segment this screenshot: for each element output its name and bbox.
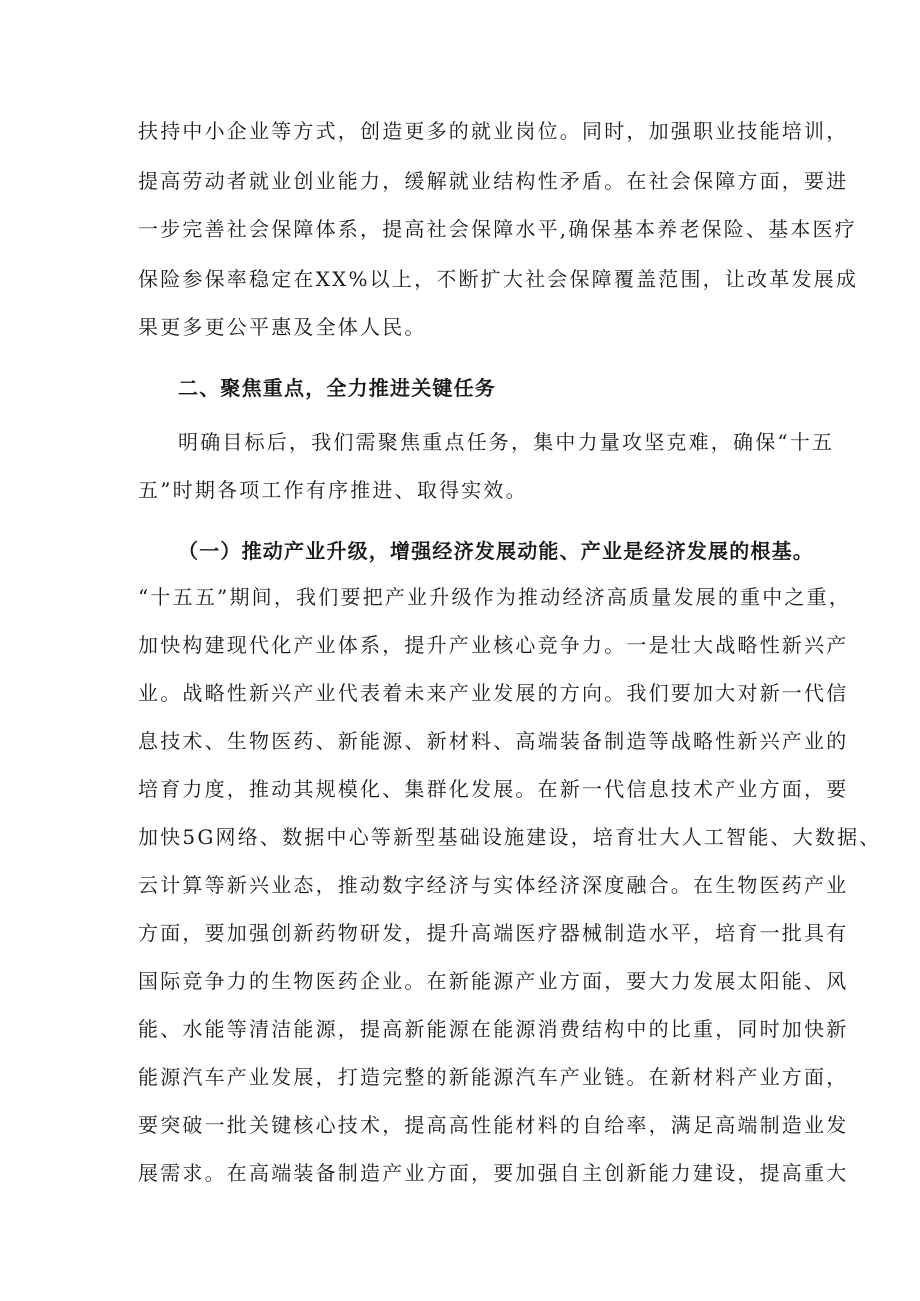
body-text-line: 业。战略性新兴产业代表着未来产业发展的方向。我们要加大对新一代信	[138, 681, 849, 705]
body-text-line: 果更多更公平惠及全体人民。	[138, 315, 427, 339]
subsection-heading: （一）推动产业升级，增强经济发展动能、产业是经济发展的根基。	[178, 539, 814, 563]
body-text-line: “十五五”期间，我们要把产业升级作为推动经济高质量发展的重中之重，	[138, 585, 852, 609]
paragraph-first-line: 明确目标后，我们需聚焦重点任务，集中力量攻坚克难，确保“十五	[178, 430, 835, 454]
body-text-line: 展需求。在高端装备制造产业方面，要加强自主创新能力建设，提高重大	[138, 1161, 849, 1185]
body-text-line: 提高劳动者就业创业能力，缓解就业结构性矛盾。在社会保障方面，要进	[138, 169, 849, 193]
section-heading: 二、聚焦重点，全力推进关键任务	[178, 376, 496, 400]
body-text-line: 培育力度，推动其规模化、集群化发展。在新一代信息技术产业方面，要	[138, 777, 849, 801]
body-text-line: 云计算等新兴业态，推动数字经济与实体经济深度融合。在生物医药产业	[138, 873, 849, 897]
body-text-line: 加快5G网络、数据中心等新型基础设施建设，培育壮大人工智能、大数据、	[138, 825, 882, 849]
body-text-line: 要突破一批关键核心技术，提高高性能材料的自给率，满足高端制造业发	[138, 1113, 849, 1137]
body-text-line: 能、水能等清洁能源，提高新能源在能源消费结构中的比重，同时加快新	[138, 1017, 849, 1041]
body-text-line: 保险参保率稳定在XX%以上，不断扩大社会保障覆盖范围，让改革发展成	[138, 267, 859, 291]
body-text-line: 息技术、生物医药、新能源、新材料、高端装备制造等战略性新兴产业的	[138, 729, 849, 753]
body-text-line: 国际竞争力的生物医药企业。在新能源产业方面，要大力发展太阳能、风	[138, 969, 849, 993]
body-text-line: 方面，要加强创新药物研发，提升高端医疗器械制造水平，培育一批具有	[138, 921, 849, 945]
body-text-line: 能源汽车产业发展，打造完整的新能源汽车产业链。在新材料产业方面，	[138, 1065, 849, 1089]
body-text-line: 五”时期各项工作有序推进、取得实效。	[138, 478, 528, 502]
body-text-line: 扶持中小企业等方式，创造更多的就业岗位。同时，加强职业技能培训，	[138, 119, 849, 143]
body-text-line: 一步完善社会保障体系，提高社会保障水平,确保基本养老保险、基本医疗	[138, 217, 857, 241]
body-text-line: 加快构建现代化产业体系，提升产业核心竞争力。一是壮大战略性新兴产	[138, 633, 849, 657]
